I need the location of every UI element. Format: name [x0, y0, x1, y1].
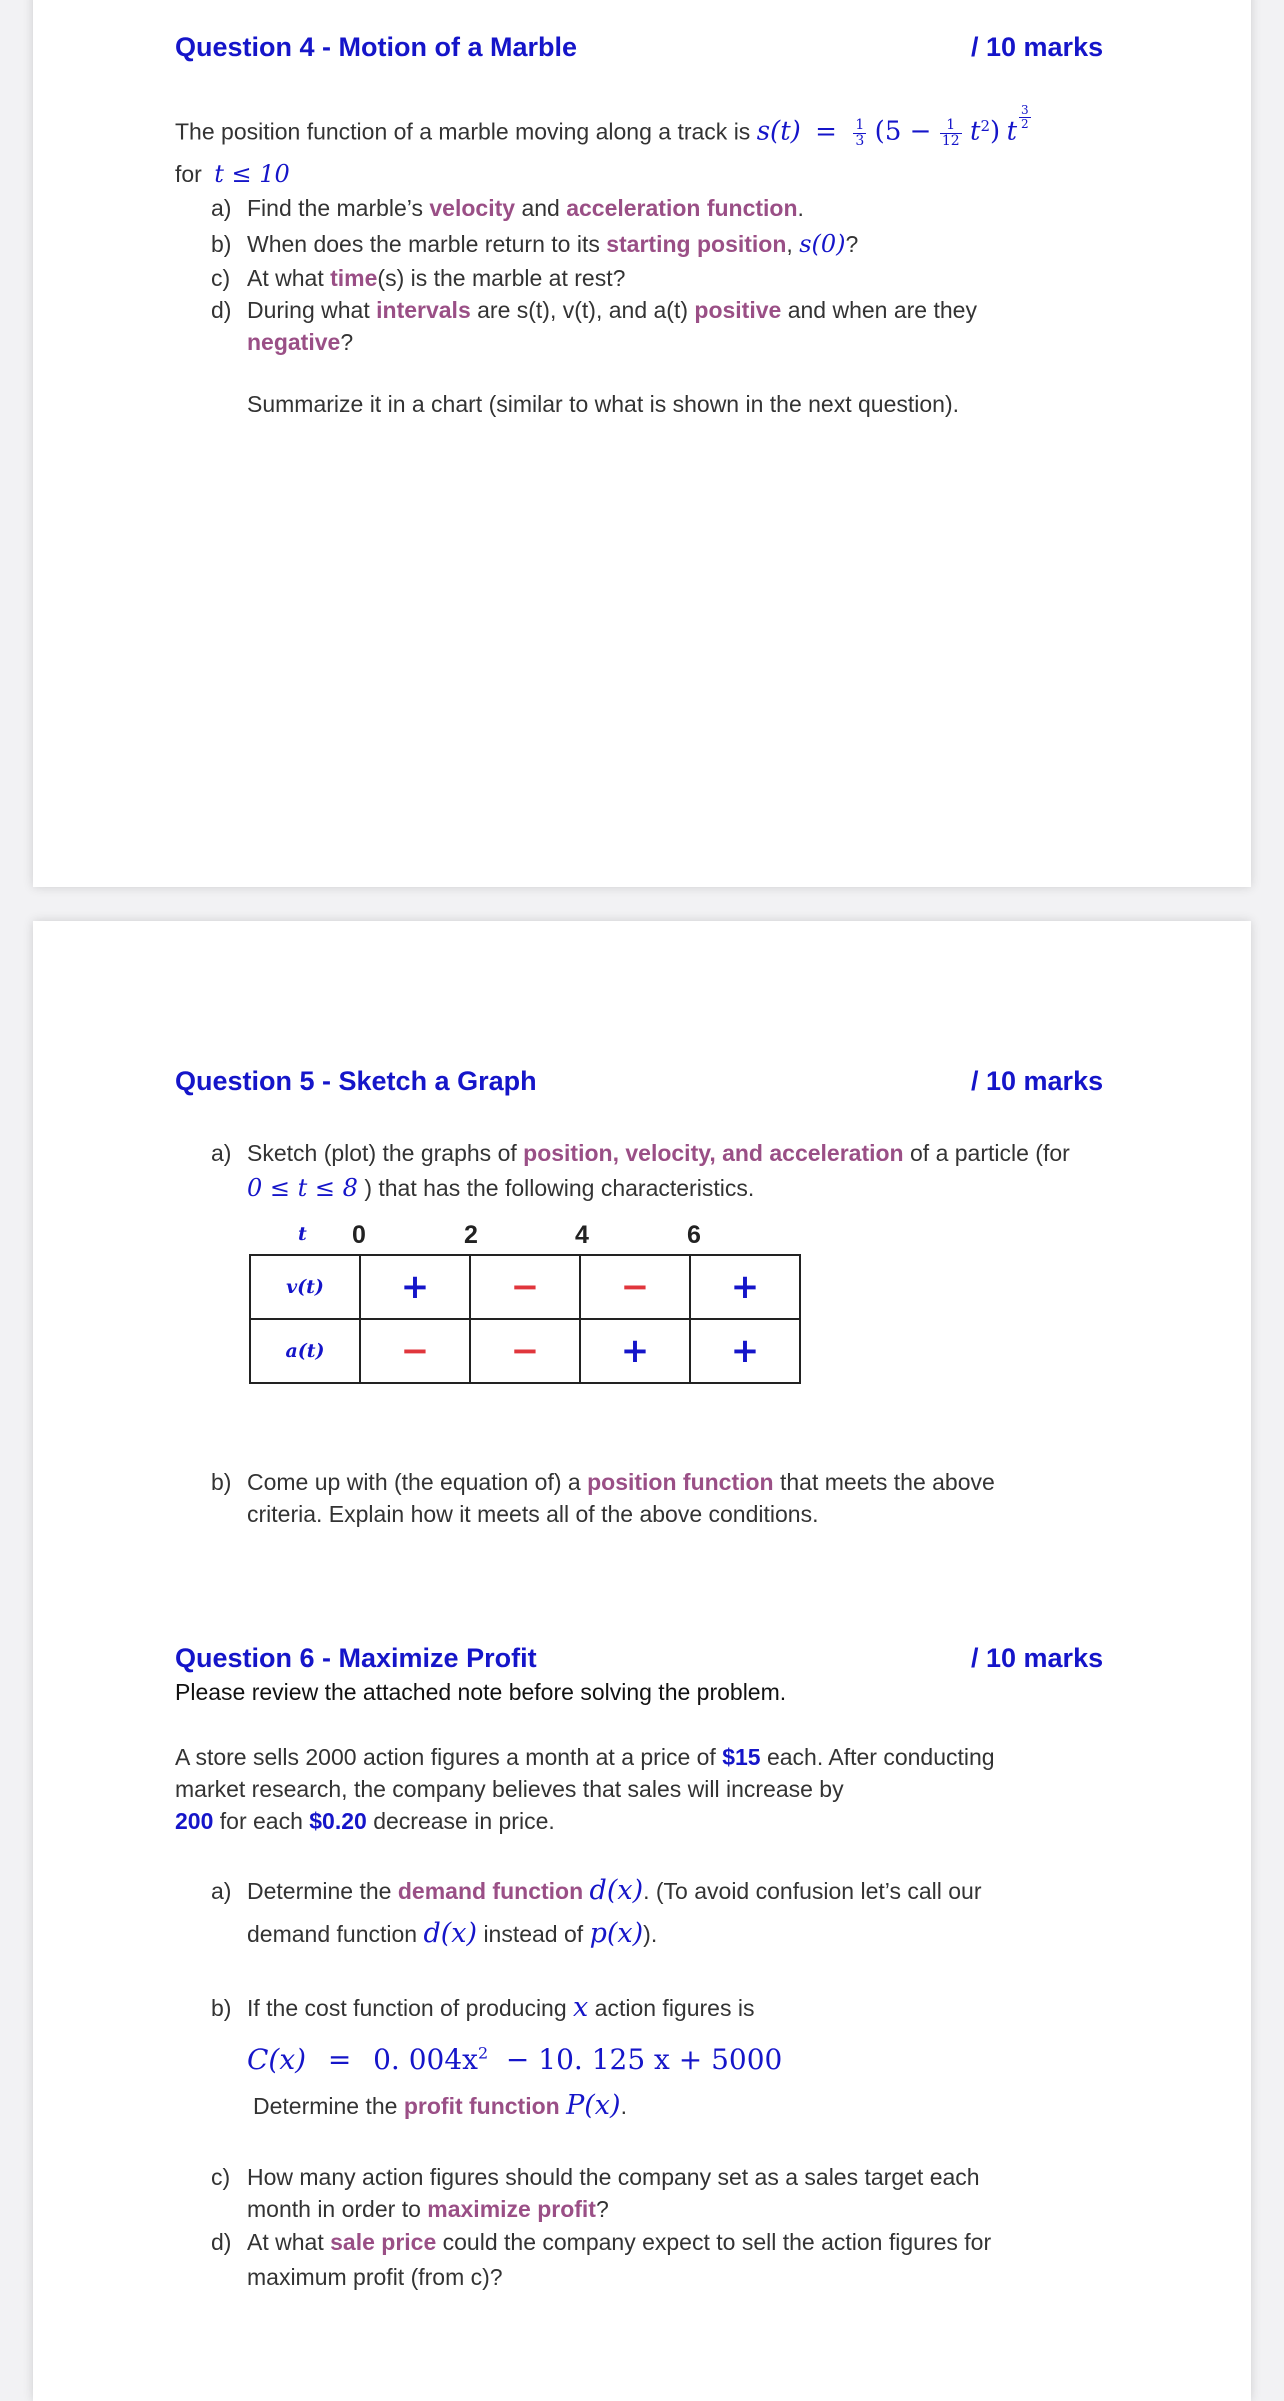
q6-note: Please review the attached note before solving the problem. — [175, 1679, 787, 1705]
q4-summary: Summarize it in a chart (similar to what is shown in the next question). — [247, 391, 960, 417]
text: action figures is — [594, 1995, 755, 2021]
q4-item-a — [211, 192, 804, 225]
tick-label: 6 — [687, 1221, 701, 1249]
item-label: c) — [211, 2164, 231, 2190]
highlight: acceleration function — [566, 195, 798, 221]
math: x — [573, 1992, 589, 2023]
text: . — [620, 2093, 627, 2119]
q6-title: Question 6 - Maximize Profit — [175, 1643, 537, 1673]
formula-close: ) — [990, 116, 1001, 147]
bold-value: $0.20 — [309, 1808, 367, 1834]
tick-label: 0 — [352, 1221, 366, 1249]
math: − 10. 125 x + 5000 — [505, 2043, 783, 2076]
math: d(x) — [423, 1918, 478, 1949]
math: P(x) — [566, 2090, 621, 2121]
highlight: profit function — [403, 2093, 560, 2119]
frac-num: 3 — [1021, 103, 1029, 117]
q4-item-d — [211, 294, 977, 327]
highlight: demand function — [397, 1878, 584, 1904]
item-label: b) — [211, 1995, 232, 2021]
formula-eq: = — [815, 116, 837, 147]
highlight: starting position — [606, 231, 787, 257]
item-label: a) — [211, 1140, 232, 1166]
sign: + — [730, 1267, 760, 1307]
math: p(x) — [589, 1918, 644, 1949]
q6-item-b-cont — [253, 2089, 627, 2123]
row-label: v(t) — [250, 1255, 360, 1319]
q6-item-c — [211, 2161, 980, 2194]
highlight: negative — [247, 329, 341, 355]
q4-item-d-cont — [247, 326, 353, 359]
for-label: for — [175, 161, 202, 187]
text: . — [797, 195, 804, 221]
highlight: intervals — [376, 297, 471, 323]
item-label: a) — [211, 1878, 232, 1904]
text: ? — [340, 329, 354, 355]
q6-item-a — [211, 1874, 981, 1908]
tick-label: 2 — [464, 1221, 478, 1249]
q5-item-a-cont — [247, 1172, 754, 1205]
math: C(x) — [247, 2043, 307, 2076]
formula-lhs: s(t) — [756, 116, 801, 147]
item-label: b) — [211, 231, 232, 257]
q5-item-b-cont: criteria. Explain how it meets all of the above conditions. — [247, 1501, 819, 1527]
formula-t: t — [970, 116, 981, 147]
sign-cell — [580, 1255, 690, 1319]
highlight: time — [330, 265, 378, 291]
text: ? — [595, 2196, 609, 2222]
formula-t2: t — [1006, 116, 1018, 147]
q4-item-c — [211, 262, 625, 295]
row-label: a(t) — [250, 1319, 360, 1383]
text: that meets the above — [780, 1469, 995, 1495]
highlight: velocity — [429, 195, 516, 221]
text: and — [521, 195, 560, 221]
highlight: position, velocity, and acceleration — [523, 1140, 904, 1166]
frac-den: 12 — [941, 133, 960, 150]
sign: + — [400, 1267, 430, 1307]
sign: − — [510, 1267, 540, 1307]
item-label: d) — [211, 2229, 232, 2255]
text: Determine the — [247, 1878, 392, 1904]
text: demand function — [247, 1921, 418, 1947]
q5-title: Question 5 - Sketch a Graph — [175, 1066, 537, 1096]
sign: − — [510, 1331, 540, 1371]
sign: + — [620, 1331, 650, 1371]
sign-cell — [360, 1255, 470, 1319]
frac-num: 1 — [940, 118, 962, 134]
q6-para-1 — [175, 1741, 995, 1774]
page-2 — [33, 921, 1251, 2401]
text: When does the marble return to its — [247, 231, 600, 257]
text: , — [786, 231, 793, 257]
text: for each — [219, 1808, 303, 1834]
q5-item-b — [211, 1466, 995, 1499]
math: 2 — [477, 2043, 489, 2063]
q4-intro: The position function of a marble moving along a track is — [175, 118, 751, 145]
text: How many action figures should the company set as a sales target each — [247, 2164, 980, 2190]
sign-cell — [580, 1319, 690, 1383]
highlight: sale price — [330, 2229, 437, 2255]
cost-function — [247, 2043, 782, 2076]
text: If the cost function of producing — [247, 1995, 567, 2021]
sign-cell — [690, 1319, 800, 1383]
sign: + — [730, 1331, 760, 1371]
text: could the company expect to sell the action figures for — [442, 2229, 992, 2255]
q6-item-d-cont: maximum profit (from c)? — [247, 2264, 503, 2290]
text: . (To avoid confusion let’s call our — [643, 1878, 982, 1904]
formula-open: (5 − — [874, 116, 932, 147]
t-axis-label: t — [298, 1223, 307, 1245]
q4-domain: t ≤ 10 — [214, 160, 290, 188]
q6-item-c-cont — [247, 2193, 609, 2226]
formula-square: 2 — [980, 117, 991, 135]
text: At what — [247, 265, 324, 291]
text: ) that has the following characteristics. — [364, 1175, 755, 1201]
highlight: positive — [694, 297, 782, 323]
bold-value: 200 — [175, 1808, 214, 1834]
q4-domain-line — [175, 158, 290, 191]
text: Sketch (plot) the graphs of — [247, 1140, 517, 1166]
text: Find the marble’s — [247, 195, 423, 221]
item-label: b) — [211, 1469, 232, 1495]
math: 0 ≤ t ≤ 8 — [247, 1174, 358, 1202]
q6-marks: / 10 marks — [971, 1643, 1104, 1673]
frac-den: 2 — [1021, 117, 1029, 131]
math: 0. 004x — [373, 2043, 478, 2076]
q6-item-a-cont — [247, 1917, 657, 1951]
math: d(x) — [589, 1875, 644, 1906]
tick-label: 4 — [575, 1221, 589, 1249]
text: instead of — [483, 1921, 584, 1947]
fraction-one-third — [853, 118, 866, 149]
sign-table — [249, 1254, 801, 1384]
item-label: c) — [211, 265, 231, 291]
text: of a particle (for — [910, 1140, 1070, 1166]
sign-cell — [690, 1255, 800, 1319]
text: Determine the — [253, 2093, 398, 2119]
frac-num: 1 — [855, 117, 865, 134]
q4-title: Question 4 - Motion of a Marble — [175, 32, 578, 62]
fraction-exponent — [1019, 104, 1031, 131]
sign: − — [620, 1267, 650, 1307]
item-label: d) — [211, 297, 232, 323]
text: month in order to — [247, 2196, 421, 2222]
text: each. After conducting — [766, 1744, 995, 1770]
text: A store sells 2000 action figures a month at a price of — [175, 1744, 716, 1770]
q6-para-2: market research, the company believes that sales will increase by — [175, 1776, 844, 1802]
sign-cell — [470, 1319, 580, 1383]
q6-item-b — [211, 1991, 754, 2025]
item-label: a) — [211, 195, 232, 221]
text: are s(t), v(t), and a(t) — [477, 297, 688, 323]
q4-marks: / 10 marks — [971, 32, 1104, 62]
math: s(0) — [799, 230, 846, 258]
table-row — [250, 1319, 800, 1383]
text: Come up with (the equation of) a — [247, 1469, 581, 1495]
text: (s) is the marble at rest? — [377, 265, 626, 291]
text: At what — [247, 2229, 324, 2255]
text: and when are they — [787, 297, 977, 323]
text: ? — [845, 231, 859, 257]
sign-cell — [360, 1319, 470, 1383]
sign: − — [400, 1331, 430, 1371]
q5-marks: / 10 marks — [971, 1066, 1104, 1096]
sign-cell — [470, 1255, 580, 1319]
text: ). — [643, 1921, 658, 1947]
text: During what — [247, 297, 370, 323]
q6-item-d — [211, 2226, 991, 2259]
highlight: maximize profit — [427, 2196, 596, 2222]
q4-item-b — [211, 228, 858, 261]
bold-value: $15 — [722, 1744, 761, 1770]
text: decrease in price. — [373, 1808, 555, 1834]
highlight: position function — [587, 1469, 774, 1495]
q5-item-a — [211, 1137, 1070, 1170]
math: = — [327, 2043, 352, 2076]
q6-para-3 — [175, 1805, 555, 1838]
q4-intro-line — [175, 104, 1033, 154]
page-1 — [33, 0, 1251, 887]
frac-den: 3 — [855, 133, 865, 150]
fraction-one-twelfth — [940, 118, 962, 149]
table-row — [250, 1255, 800, 1319]
